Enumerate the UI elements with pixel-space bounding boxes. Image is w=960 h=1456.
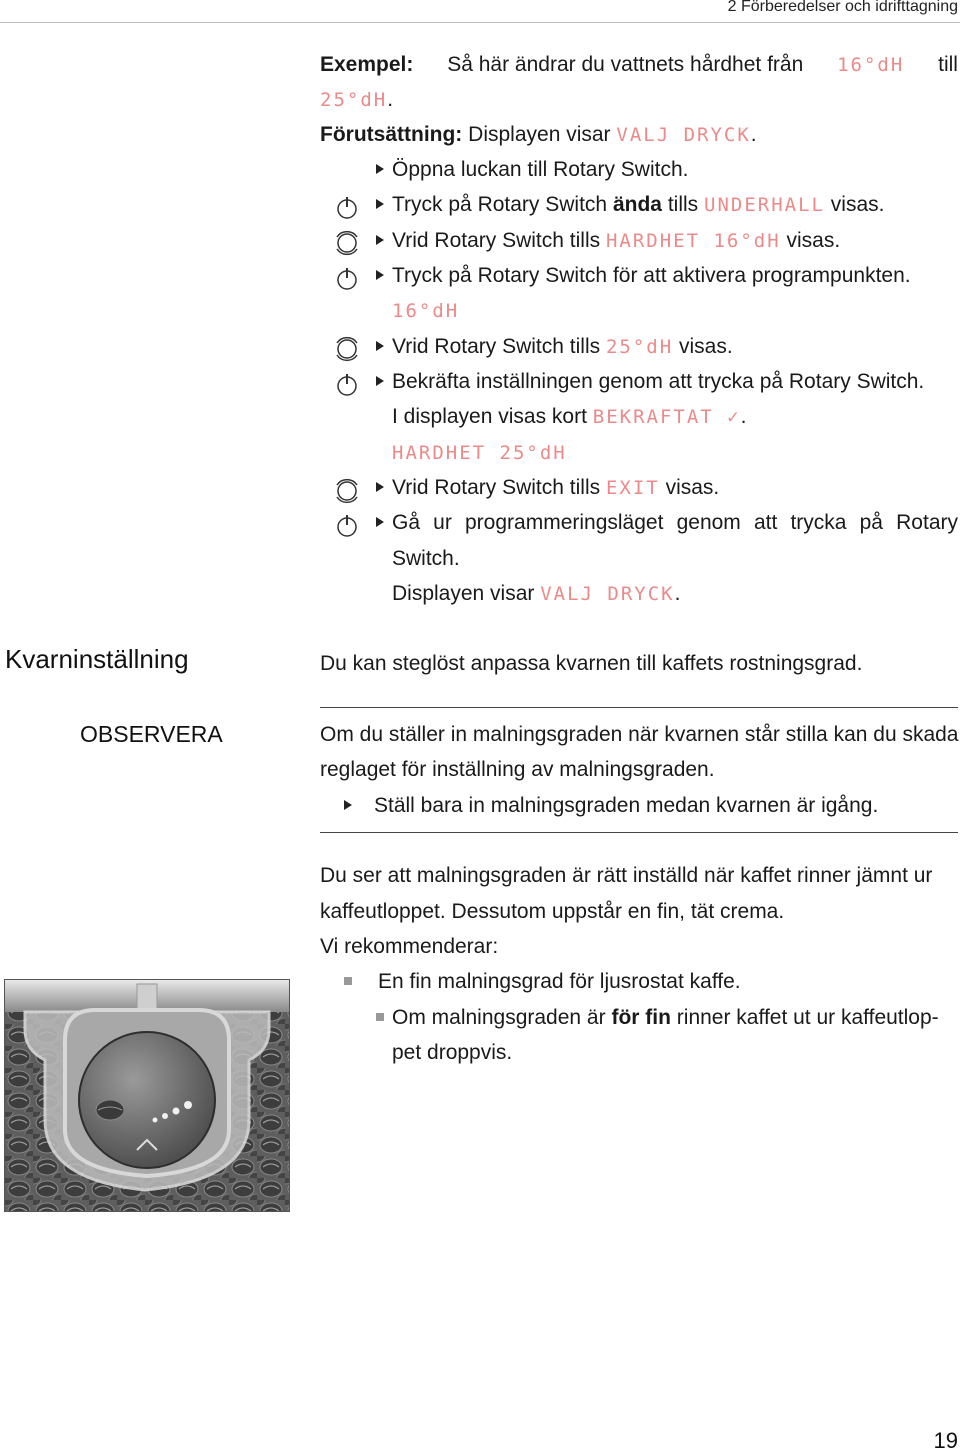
step-text: Bekräfta inställningen genom att trycka på Rotary Switch. <box>392 370 925 393</box>
display-line-hardhet25 <box>392 440 567 466</box>
step-text: Tryck på Rotary Switch för att aktivera programpunkten. <box>392 264 911 287</box>
final-display-line <box>392 581 680 607</box>
step-text: Vrid Rotary Switch tills <box>392 476 601 499</box>
example-line-2 <box>320 87 393 113</box>
note-bullet-text: Ställ bara in malningsgraden medan kvarnen är igång. <box>374 794 879 817</box>
example-till: till <box>938 53 958 76</box>
step-turn-to-hardhet <box>376 228 840 254</box>
step-text: visas. <box>679 335 733 358</box>
coffee-beans-illustration <box>5 980 289 1211</box>
turn-icon <box>334 478 360 504</box>
display-to-value: 25°dH <box>320 89 388 111</box>
step-text: tills <box>667 193 699 216</box>
note-top-rule <box>320 707 958 708</box>
precondition-line <box>320 122 757 148</box>
example-label: Exempel: <box>320 53 414 76</box>
step-text: Vrid Rotary Switch tills <box>392 335 601 358</box>
note-bottom-rule <box>320 832 958 833</box>
rec-text: Om malningsgraden är <box>392 1006 606 1029</box>
display-from-value: 16°dH <box>837 54 905 76</box>
step-activate <box>376 263 911 289</box>
display-16: 16°dH <box>392 300 460 322</box>
arrow-icon <box>376 341 384 351</box>
turn-icon <box>334 336 360 362</box>
display-25: 25°dH <box>605 336 674 358</box>
display-hardhet-16: HARDHET 16°dH <box>605 230 781 252</box>
step-text: visas. <box>665 476 720 499</box>
arrow-icon <box>376 517 384 527</box>
note-line-1: Om du ställer in malningsgraden när kvarnen står stilla kan du skada <box>320 723 959 746</box>
grinder-para-2: kaffeutloppet. Dessutom uppstår en fin, tät crema. <box>320 900 785 923</box>
step-text: Vrid Rotary Switch tills <box>392 229 601 252</box>
press-icon <box>334 372 360 398</box>
arrow-icon <box>344 800 352 810</box>
display-exit: EXIT <box>605 477 660 499</box>
arrow-icon <box>376 376 384 386</box>
example-text: Så här ändrar du vattnets hårdhet från <box>447 53 804 76</box>
display-underhall: UNDERHALL <box>704 194 825 216</box>
arrow-icon <box>376 235 384 245</box>
confirm-text: I displayen visas kort <box>392 405 587 428</box>
precondition-label: Förutsättning: <box>320 123 463 146</box>
step-bold: ända <box>612 193 662 216</box>
grinder-para-1: Du ser att malningsgraden är rätt inställd när kaffet rinner jämnt ur <box>320 864 933 887</box>
recommend-item-2 <box>376 1005 939 1031</box>
recommend-item-2-cont: pet droppvis. <box>392 1041 513 1064</box>
precondition-text: Displayen visar <box>468 123 611 146</box>
step-exit-cont <box>392 546 460 572</box>
display-valj-dryck-final: VALJ DRYCK <box>540 583 675 605</box>
press-icon <box>334 266 360 292</box>
note-line-2: reglaget för inställning av malningsgraden. <box>320 758 715 781</box>
period: . <box>740 405 747 428</box>
square-bullet-icon <box>344 977 352 985</box>
example-line <box>320 52 958 78</box>
page-number: 19 <box>933 1428 958 1453</box>
final-text: Displayen visar <box>392 582 535 605</box>
recommend-label: Vi rekommenderar: <box>320 935 499 958</box>
chapter-title: 2 Förberedelser och idrifttagning <box>727 0 958 15</box>
rec-bold: för fin <box>611 1006 671 1029</box>
display-bekraftat: BEKRAFTAT ✓ <box>592 406 741 428</box>
grinder-intro: Du kan steglöst anpassa kvarnen till kaffets rostningsgrad. <box>320 652 863 675</box>
display-valj-dryck: VALJ DRYCK <box>616 124 751 146</box>
press-icon <box>334 195 360 221</box>
step-text: Gå ur programmeringsläget genom att trycka på Rotary <box>392 511 958 534</box>
step-open-hatch <box>376 157 688 183</box>
step-press-until-underhall <box>376 192 884 218</box>
step-text: visas. <box>830 193 885 216</box>
rec-text: En fin malningsgrad för ljusrostat kaffe. <box>378 970 741 993</box>
arrow-icon <box>376 482 384 492</box>
section-heading-grinder: Kvarninställning <box>5 644 189 674</box>
recommend-item-1 <box>320 969 741 995</box>
step-text: Öppna luckan till Rotary Switch. <box>392 158 689 181</box>
display-hardhet-25: HARDHET 25°dH <box>392 442 567 464</box>
step-text: Tryck på Rotary Switch <box>392 193 608 216</box>
arrow-icon <box>376 199 384 209</box>
step-exit-programming <box>376 510 958 536</box>
rec-text: rinner kaffet ut ur kaffeutlop- <box>676 1006 939 1029</box>
confirm-line <box>392 404 746 430</box>
arrow-icon <box>376 164 384 174</box>
period: . <box>750 123 757 146</box>
square-bullet-icon <box>376 1013 384 1021</box>
note-heading: OBSERVERA <box>80 721 223 747</box>
period: . <box>387 88 394 111</box>
step-turn-to-exit <box>376 475 719 501</box>
press-icon <box>334 513 360 539</box>
period: . <box>674 582 681 605</box>
step-text: visas. <box>786 229 841 252</box>
display-line-16 <box>392 298 459 324</box>
step-text: Switch. <box>392 547 460 570</box>
step-confirm <box>376 369 924 395</box>
grinder-illustration <box>4 979 290 1212</box>
step-turn-to-25 <box>376 334 733 360</box>
arrow-icon <box>376 270 384 280</box>
note-bullet <box>320 793 878 819</box>
turn-icon <box>334 230 360 256</box>
